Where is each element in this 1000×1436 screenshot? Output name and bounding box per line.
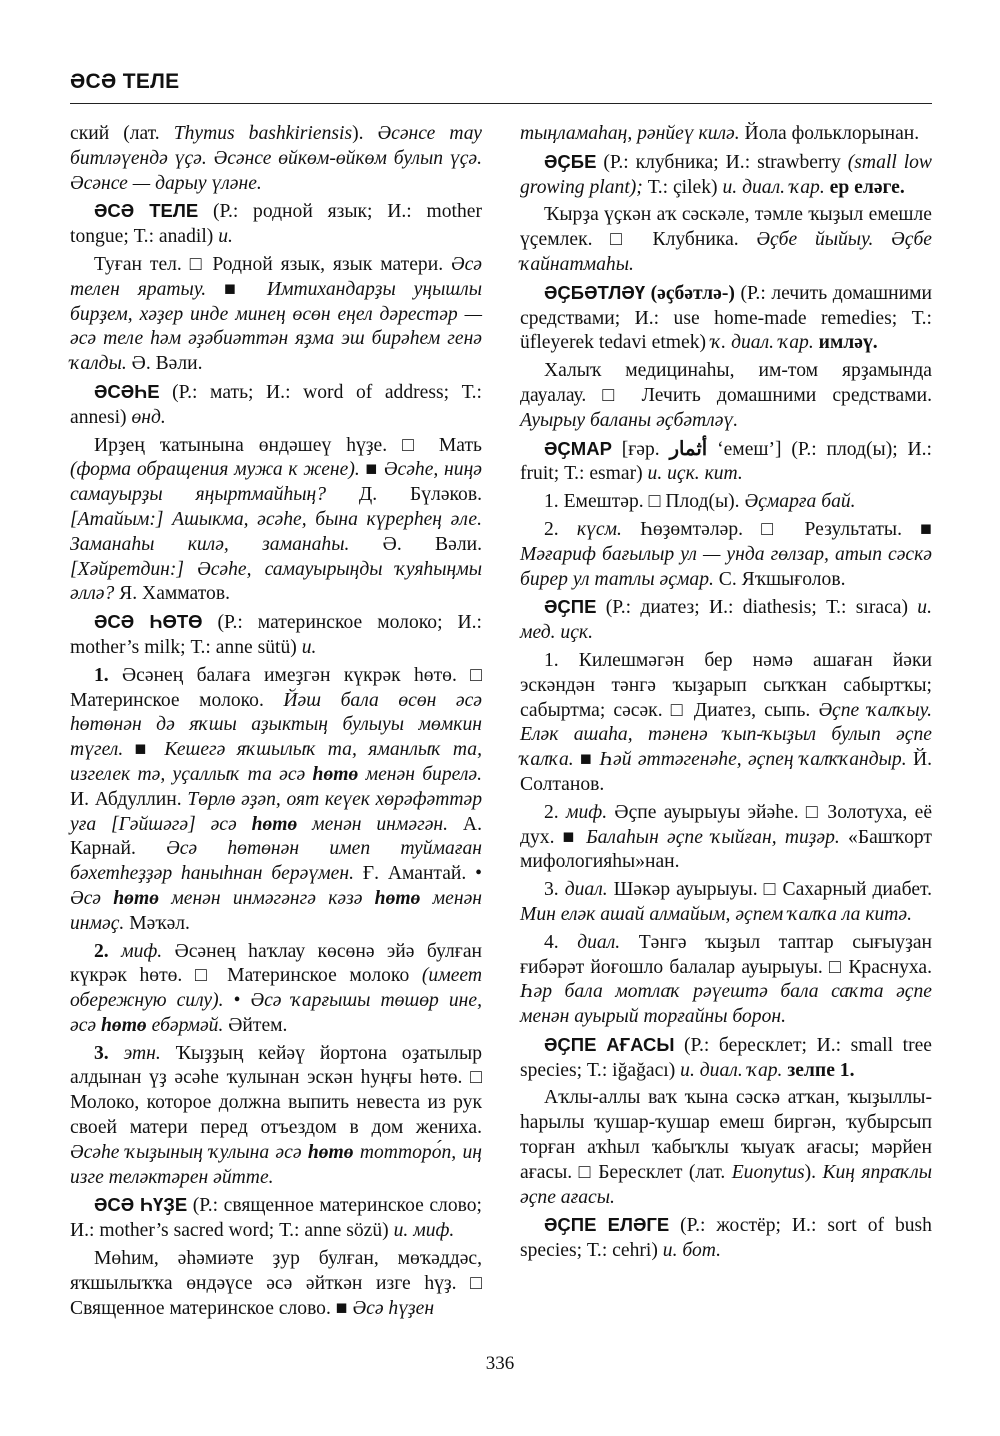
text: ).	[352, 123, 378, 144]
arabic-word: أثمار	[669, 438, 708, 460]
text: Ҡыҙҙың кейәү йортона оҙатылыр алдынан үҙ әсәһе ҡулынан эскән һуңғы һөтө. □ Молоко, которое должна выпить невеста из рук своей матери перед отъездом в дом жениха.	[70, 1042, 482, 1139]
translations: (Р.: родной язык; И.: mother tongue; Т.: anadil)	[70, 201, 482, 248]
entry-aspe	[520, 595, 932, 646]
text: Шәкәр ауырыуы. □ Сахарный диабет.	[607, 879, 932, 901]
example: Әҫпе ҡалҡыу. Еләк ашаһа, тәненә ҡып-ҡыҙыл булып әҫпе ҡалҡа.	[520, 699, 932, 771]
sense-1	[520, 649, 932, 798]
page-header	[70, 70, 932, 94]
citation: Һәй әттәгенәһе, әҫпең ҡалҡҡандыр.	[599, 749, 907, 771]
author: Ғ. Амантай.	[354, 863, 476, 885]
header-rule	[70, 103, 932, 104]
translations: (Р.: материнское молоко; И.: mother’s milk; Т.: anne sütü)	[70, 612, 482, 658]
text: Халыҡ медицинаһы, им-том ярҙамында дауалау. □ Лечить домашними средствами.	[520, 360, 932, 406]
pos-label: и. диал. ҡар.	[722, 176, 825, 198]
author: Я. Хамматов.	[114, 583, 230, 605]
label: миф.	[566, 801, 608, 823]
sense-2	[520, 518, 932, 592]
entry-asmar	[520, 437, 932, 488]
definition	[70, 434, 482, 608]
translations: Т.: çilek)	[642, 176, 723, 198]
entry-asa-huze	[70, 1193, 482, 1244]
sense-2	[70, 940, 482, 1039]
latin-name: Euonytus	[731, 1161, 805, 1183]
note: (small low growing plant);	[520, 151, 932, 198]
author: А. Карнай.	[70, 813, 482, 860]
text: Ирҙең ҡатынына өндәшеү һүҙе. □ Мать	[94, 434, 482, 456]
headword: ӘСӘ ҺӨТӨ	[94, 611, 203, 633]
citation: менән инмәгән.	[297, 813, 449, 835]
text: ский (лат.	[70, 123, 174, 144]
entry-continuation	[520, 122, 932, 147]
example: Ауырыу баланы әҫбәтләү.	[520, 409, 739, 431]
label: миф.	[121, 940, 163, 962]
example: Әсә телен яратыу.	[70, 253, 482, 300]
headword: ӘҪМАР	[544, 437, 612, 459]
pos-label: и.	[218, 226, 233, 248]
keyword: һөтө	[251, 813, 298, 835]
proverb: Әсә	[70, 887, 114, 909]
square-marker: ■	[123, 739, 165, 761]
citation: [Атайым:] Ашыкма, әсәһе, бына күрерһең әле. Заманаһы килә, заманаһы.	[70, 508, 482, 555]
stem-form: (әҫбәтлә-)	[650, 282, 735, 304]
entry-asahe	[70, 380, 482, 431]
headword: ӘҪПЕ АҒАСЫ	[544, 1033, 675, 1055]
translations: (Р.: диатез; И.: diathesis; Т.: sıraca)	[596, 597, 918, 619]
pos-label: и. миф.	[393, 1220, 455, 1242]
translations: (Р.: жостёр; И.: sort of bush species; Т.: cehri)	[520, 1215, 932, 1262]
cross-reference: ер еләге.	[824, 176, 905, 198]
saying: ебәрмәй.	[146, 1014, 224, 1036]
author: Ә. Вәли.	[126, 353, 203, 375]
note: (имеет обережную силу).	[70, 965, 482, 1012]
keyword: һөтө	[101, 1014, 147, 1036]
entry-aspe-elage	[520, 1213, 932, 1264]
author: Д. Бүләков.	[326, 484, 482, 506]
citation: Мәғариф бағылыр ул — унда гөлзар, атып сәскә бирер ул татлы әҫмар.	[520, 543, 932, 590]
example: Әҫмарға бай.	[744, 491, 856, 513]
pos-label: и. бот.	[662, 1240, 722, 1262]
translations: (Р.: мать; И.: word of address; Т.: annesi)	[70, 381, 482, 428]
source: Әйтем.	[223, 1014, 288, 1036]
headword: ӘСӘ ҺҮҘЕ	[94, 1194, 188, 1216]
example: Мин еләк ашай алмайым, әҫпем ҡалҡа ла китә.	[520, 903, 913, 925]
label: этн.	[123, 1042, 161, 1064]
entry-continuation	[70, 122, 482, 196]
square-marker: ■	[573, 749, 600, 771]
citation: Кешегә яҡшылыҡ та, яманлыҡ та, изгелек тә, уҫаллыҡ та әсә	[70, 739, 482, 785]
sense-number: 2.	[94, 940, 122, 962]
pos-label: өнд.	[131, 406, 166, 428]
text: Тәнгә ҡыҙыл таптар сығыуҙан ғибәрәт йоғошло балалар ауырыуы. □ Краснуха.	[520, 931, 933, 978]
text: Ҡырҙа үҫкән аҡ сәскәле, тәмле ҡыҙыл емешле үҫемлек. □ Клубника.	[520, 204, 932, 251]
headword: ӘҪПЕ ЕЛӘГЕ	[544, 1214, 670, 1236]
headword: ӘСӘ ТЕЛЕ	[94, 200, 199, 222]
pos-label: и. диал. ҡар.	[680, 1059, 783, 1081]
headword: ӘҪБЕ	[544, 150, 597, 172]
keyword: һөтө	[113, 887, 159, 909]
source: Мәҡәл.	[124, 912, 190, 934]
label: күсм.	[576, 518, 622, 540]
translations: (Р.: бересклет; И.: small tree species; Т.: iğağacı)	[520, 1034, 932, 1081]
page-number: 336	[485, 1353, 515, 1374]
source: Йола фольклорынан.	[739, 123, 920, 144]
text: 1. Емештәр. □ Плод(ы).	[544, 491, 745, 513]
citation: Имтихандарҙы уңышлы бирҙем, хәҙер инде минең өсөн еңел дәрестәр — әсә теле һәм әҙәбиәттән яҙма эш бирәһем генә ҡалды.	[70, 278, 482, 375]
proverb: менән инмәҫ.	[70, 887, 482, 934]
sense-4	[520, 931, 932, 1030]
text: Аҡлы-аллы ваҡ ҡына сәскә атҡан, ҡыҙыллы-һарылы ҡушар-ҡушар емеш биргән, ҡубырсып торған аҡһыл ҡабыҡлы ҡыуаҡ ағасы; мәрйен ағасы. □ Бересклет (лат.	[520, 1087, 932, 1183]
pos-label: ҡ. диал. ҡар.	[710, 332, 814, 354]
headword: ӘҪПЕ	[544, 596, 597, 618]
sense-number: 1.	[94, 664, 123, 686]
citation: Төрлө әҙәп, оят кеүек хөрәфәттәр уға [Гәйшәгә] әсә	[70, 788, 482, 835]
citation: менән бирелә.	[358, 763, 482, 785]
translations: (Р.: клубника; И.: strawberry	[596, 151, 848, 173]
entry-asa-hete	[70, 610, 482, 661]
bullet-marker: •	[223, 990, 251, 1012]
cross-reference: зелпе 1.	[782, 1059, 855, 1081]
text: Әсәнең һаҡлау көсөнә эйә булған күкрәк һөтө. □ Материнское молоко	[70, 940, 483, 987]
proverb: менән инмәгәнгә кәзә	[159, 887, 375, 909]
text: Туған тел. □ Родной язык, язык матери.	[94, 253, 451, 275]
saying: Әсә ҡарғышы төшөр ине, әсә	[70, 990, 482, 1036]
definition	[520, 359, 932, 433]
translations: (Р.: священное материнское слово; И.: mother’s sacred word; Т.: anne sözü)	[70, 1195, 482, 1242]
citation: Әсә һөтөнән имеп туймаған бәхетһеҙҙәр һаныһнан берәүмен.	[70, 838, 482, 885]
author: С. Яҡшығолов.	[713, 568, 846, 590]
sense-number: 2.	[544, 801, 566, 823]
text: Әҫпе ауырыуы эйәһе. □ Золотуха, её дух. ■	[520, 801, 933, 848]
latin-name: Thymus bashkiriensis	[173, 123, 353, 144]
text: Мөһим, әһәмиәте ҙур булған, мөҡәддәс, яҡшылыҡҡа өндәүсе әсә әйткән изге һүҙ. □ Священное материнское слово. ■	[70, 1248, 482, 1319]
running-head: ӘСӘ ТЕЛЕ	[70, 70, 180, 93]
square-marker: ■	[359, 459, 384, 481]
example: Йәш бала өсөн әсә һөтөнән дә яҡшы аҙыктың булыуы мөмкин түгел.	[70, 689, 482, 761]
sense-number: 2.	[544, 518, 577, 540]
example: Киң япраҡлы әҫпе ағасы.	[520, 1161, 932, 1208]
cross-reference: имләү.	[813, 332, 878, 354]
sense-1	[70, 664, 482, 937]
pos-label: и. иҫк. кит.	[647, 463, 743, 485]
entry-asa-tele	[70, 199, 482, 250]
example: Әҫбе йыйыу. Әҫбе ҡайнатмаһы.	[520, 229, 932, 275]
headword: ӘСӘҺЕ	[94, 380, 160, 402]
definition	[70, 253, 482, 377]
text: Әсәнең балаға имеҙгән күкрәк һөтө. □ Материнское молоко.	[70, 664, 483, 711]
citation: Әсә һүҙен	[352, 1297, 435, 1319]
keyword: һөтө	[312, 763, 359, 785]
author: Ә. Вәли.	[349, 533, 482, 555]
author: Й. Солтанов.	[520, 749, 932, 795]
headword: ӘҪБӘТЛӘҮ	[544, 281, 646, 303]
example: Һәр бала мотлаҡ рәүештә бала саҡта әҫпе менән ауырый торғайны борон.	[520, 981, 932, 1028]
translations: (Р.: лечить домашними средствами; И.: use home-made remedies; Т.: üfleyerek tedavi etmek)	[520, 282, 932, 354]
definition	[520, 1086, 932, 1210]
translations: ‘емеш’] (Р.: плод(ы); И.: fruit; Т.: esmar)	[520, 438, 932, 485]
text: 1. Килешмәгән бер нәмә ашаған йәки эскәндән тәнгә ҡыҙарып сыҡҡан сабыртҡы; сабыртма; сәсәк. □ Диатез, сыпь.	[520, 649, 932, 721]
bullet-marker: •	[475, 863, 482, 885]
sense-1	[520, 490, 932, 515]
keyword: һөтө	[307, 1141, 354, 1163]
citation: [Хәйретдин:] Әсәһе, самауырыңды ҡуяһыңмы әллә?	[70, 558, 482, 605]
entry-asbe	[520, 150, 932, 201]
text: ).	[804, 1161, 823, 1183]
author: И. Абдуллин.	[70, 788, 188, 810]
note: (форма обращения мужа к жене).	[70, 459, 360, 481]
sense-3	[70, 1042, 482, 1191]
pos-label: и.	[301, 636, 317, 658]
entry-asbatlau	[520, 281, 932, 356]
sense-3	[520, 878, 932, 928]
citation: тыңламаһаң, рәнйеү килә.	[520, 123, 740, 144]
example: тотторо́п, иң изге теләктәрен әйтте.	[70, 1141, 482, 1188]
right-column	[520, 122, 932, 1267]
label: диал.	[564, 879, 608, 901]
citation: Балаһын әҫпе ҡыйған, тиҙәр.	[586, 826, 840, 848]
keyword: һөтө	[374, 887, 421, 909]
sense-number: 4.	[544, 931, 578, 953]
definition	[70, 1247, 482, 1321]
example: Әсәнсе тау битләүендә үҫә. Әсәнсе өйкөм-өйкөм булып үҫә. Әсәнсе — дарыу үләне.	[70, 123, 483, 194]
citation: Әсәһе, ниңә самауырҙы яңыртмайһың?	[70, 459, 482, 506]
etymology: [ғәр.	[611, 438, 670, 460]
square-marker: ■	[206, 278, 267, 300]
pos-label: и. мед. иҫк.	[520, 597, 932, 644]
label: диал.	[577, 931, 621, 953]
text: Һөҙөмтәләр. □ Результаты. ■	[621, 518, 932, 540]
left-column	[70, 122, 482, 1324]
example: Әсәһе ҡыҙының ҡулына әсә	[70, 1141, 308, 1163]
sense-number: 3.	[94, 1042, 124, 1064]
definition	[520, 203, 932, 277]
entry-aspe-agasy	[520, 1033, 932, 1084]
source: «Башҡорт мифологияһы»нан.	[520, 826, 932, 873]
sense-2	[520, 801, 932, 875]
sense-number: 3.	[544, 879, 565, 901]
